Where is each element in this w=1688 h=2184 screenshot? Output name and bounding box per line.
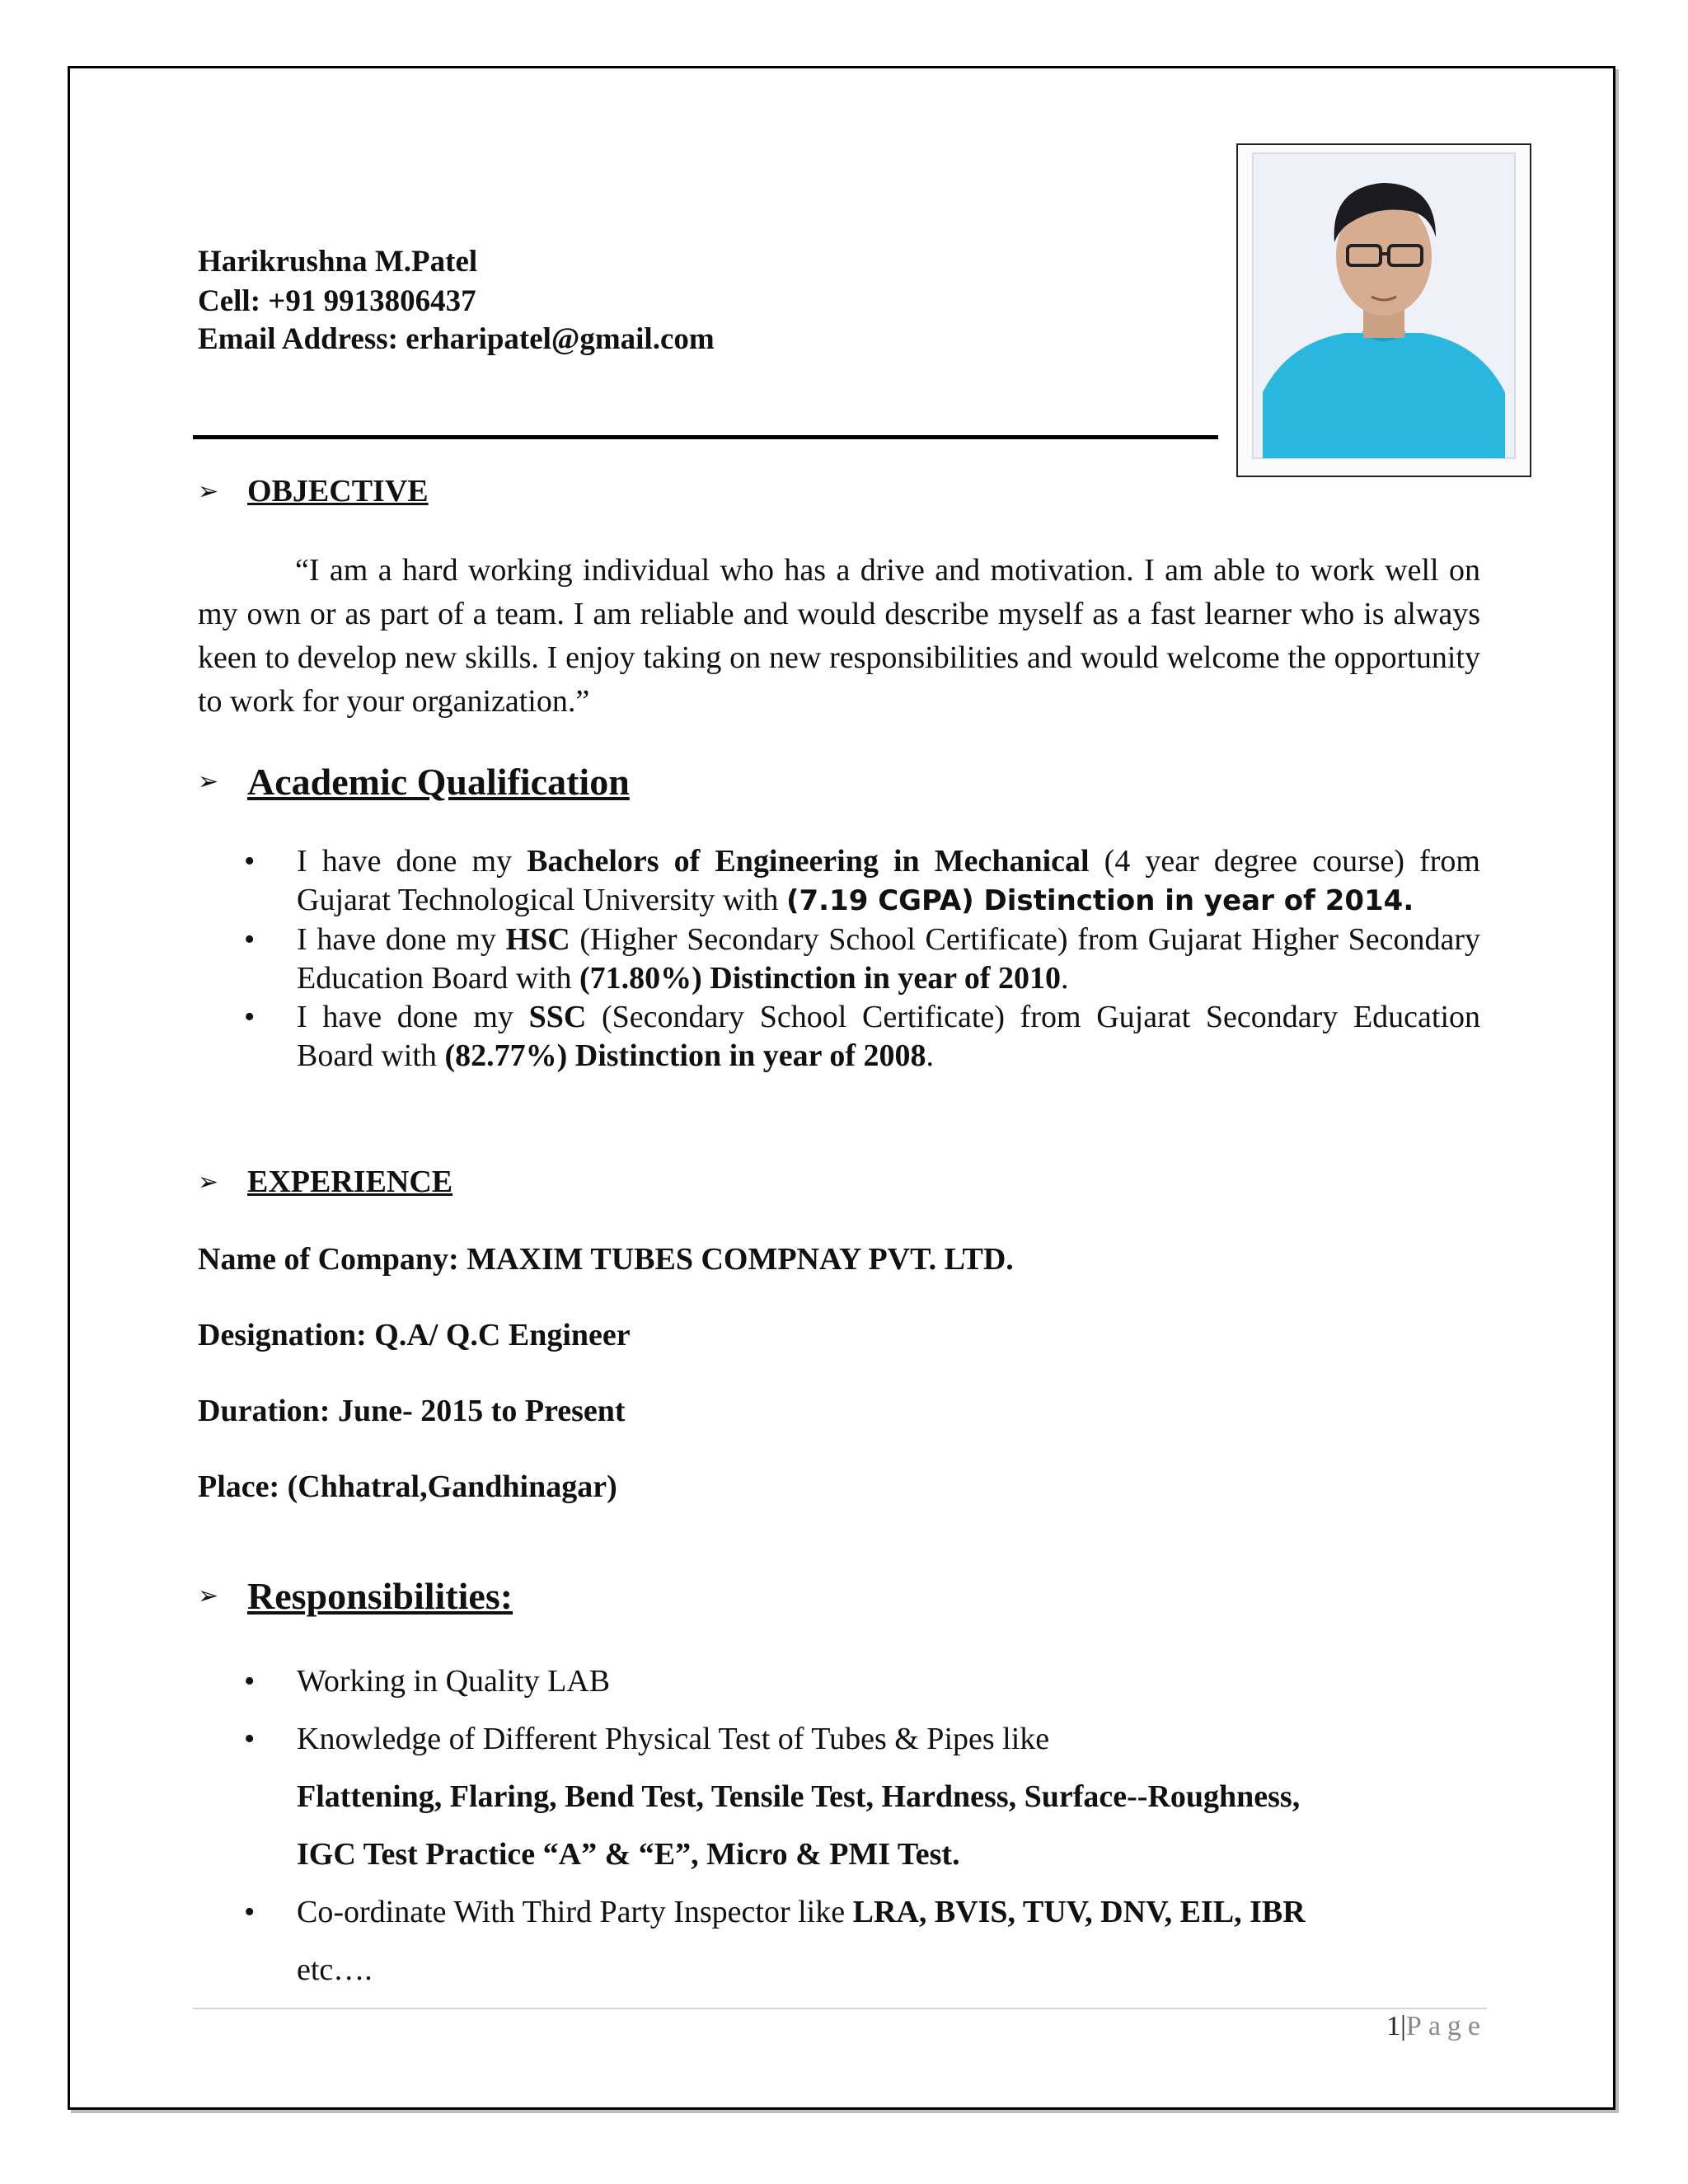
item-text: . (926, 1038, 934, 1073)
list-item (198, 998, 1480, 1076)
item-text: (Higher Secondary School Certificate) from Gujarat Higher Secondary Education Board with (297, 922, 1480, 996)
profile-photo-image (1238, 145, 1530, 476)
test-list: IGC Test Practice “A” & “E”, Micro & PMI Test. (297, 1837, 960, 1872)
objective-text: “I am a hard working individual who has a drive and motivation. I am able to work well on my own or as part of a team. I am reliable and would describe myself as a fast learner who is always keen to develop new skills. I enjoy taking on new responsibilities and would welcome the opportunity to work for your organization.” (198, 553, 1480, 719)
degree-name: Bachelors of Engineering in Mechanical (527, 844, 1090, 879)
objective-title: OBJECTIVE (247, 474, 429, 509)
responsibilities-heading (198, 1574, 513, 1618)
list-item (198, 842, 1480, 921)
page-label: Page (1405, 2011, 1487, 2041)
bullet-icon: • (244, 1664, 256, 1699)
experience-title: EXPERIENCE (247, 1165, 453, 1199)
list-item (198, 1652, 1480, 1710)
academic-heading (198, 760, 630, 804)
header-divider (193, 435, 1218, 439)
item-text: Working in Quality LAB (297, 1664, 611, 1699)
responsibilities-list (198, 1652, 1480, 1999)
arrow-bullet-icon: ➢ (198, 477, 219, 505)
arrow-bullet-icon: ➢ (198, 1582, 219, 1610)
bullet-icon: • (244, 1722, 256, 1756)
arrow-bullet-icon: ➢ (198, 768, 219, 795)
grade-text: (7.19 CGPA) Distinction in year of 2014. (785, 884, 1414, 917)
item-text: I have done my (297, 922, 506, 957)
list-item (198, 1883, 1480, 1999)
item-text: (4 year degree course) from Gujarat Technological University with (297, 844, 1480, 917)
item-text: . (1061, 961, 1069, 996)
footer-divider (193, 2008, 1487, 2009)
candidate-name: Harikrushna M.Patel (198, 245, 478, 279)
page-number: 1 (1386, 2011, 1401, 2041)
item-text: etc…. (297, 1952, 373, 1987)
bullet-icon: • (244, 1000, 256, 1034)
designation: Designation: Q.A/ Q.C Engineer (198, 1318, 631, 1352)
bullet-icon: • (244, 844, 256, 879)
profile-photo (1236, 143, 1531, 477)
item-text: (Secondary School Certificate) from Gujarat Secondary Education Board with (297, 1000, 1480, 1073)
test-list: Flattening, Flaring, Bend Test, Tensile Test, Hardness, Surface--Roughness, (297, 1779, 1301, 1814)
email-address: Email Address: erharipatel@gmail.com (198, 322, 715, 356)
place: Place: (Chhatral,Gandhinagar) (198, 1469, 617, 1504)
responsibilities-title: Responsibilities: (247, 1575, 513, 1617)
item-text: Knowledge of Different Physical Test of Tubes & Pipes like (297, 1722, 1050, 1756)
item-text: Co-ordinate With Third Party Inspector like (297, 1895, 853, 1929)
academic-title: Academic Qualification (247, 761, 630, 803)
page-footer (1386, 2011, 1487, 2042)
grade-text: (71.80%) Distinction in year of 2010 (579, 961, 1062, 996)
degree-name: HSC (505, 922, 570, 957)
duration: Duration: June- 2015 to Present (198, 1394, 626, 1428)
grade-text: (82.77%) Distinction in year of 2008 (444, 1038, 926, 1073)
degree-name: SSC (528, 1000, 587, 1034)
cell-number: Cell: +91 9913806437 (198, 284, 476, 318)
bullet-icon: • (244, 922, 256, 957)
list-item (198, 1710, 1480, 1883)
arrow-bullet-icon: ➢ (198, 1168, 219, 1196)
bullet-icon: • (244, 1895, 256, 1929)
list-item (198, 921, 1480, 998)
item-text: I have done my (297, 1000, 529, 1034)
objective-heading (198, 473, 429, 509)
academic-list (198, 842, 1480, 1076)
company-name: Name of Company: MAXIM TUBES COMPNAY PVT. LTD. (198, 1242, 1014, 1277)
footer-separator: | (1400, 2011, 1406, 2041)
item-text: I have done my (297, 844, 528, 879)
experience-heading (198, 1164, 453, 1200)
inspector-list: LRA, BVIS, TUV, DNV, EIL, IBR (852, 1895, 1306, 1929)
